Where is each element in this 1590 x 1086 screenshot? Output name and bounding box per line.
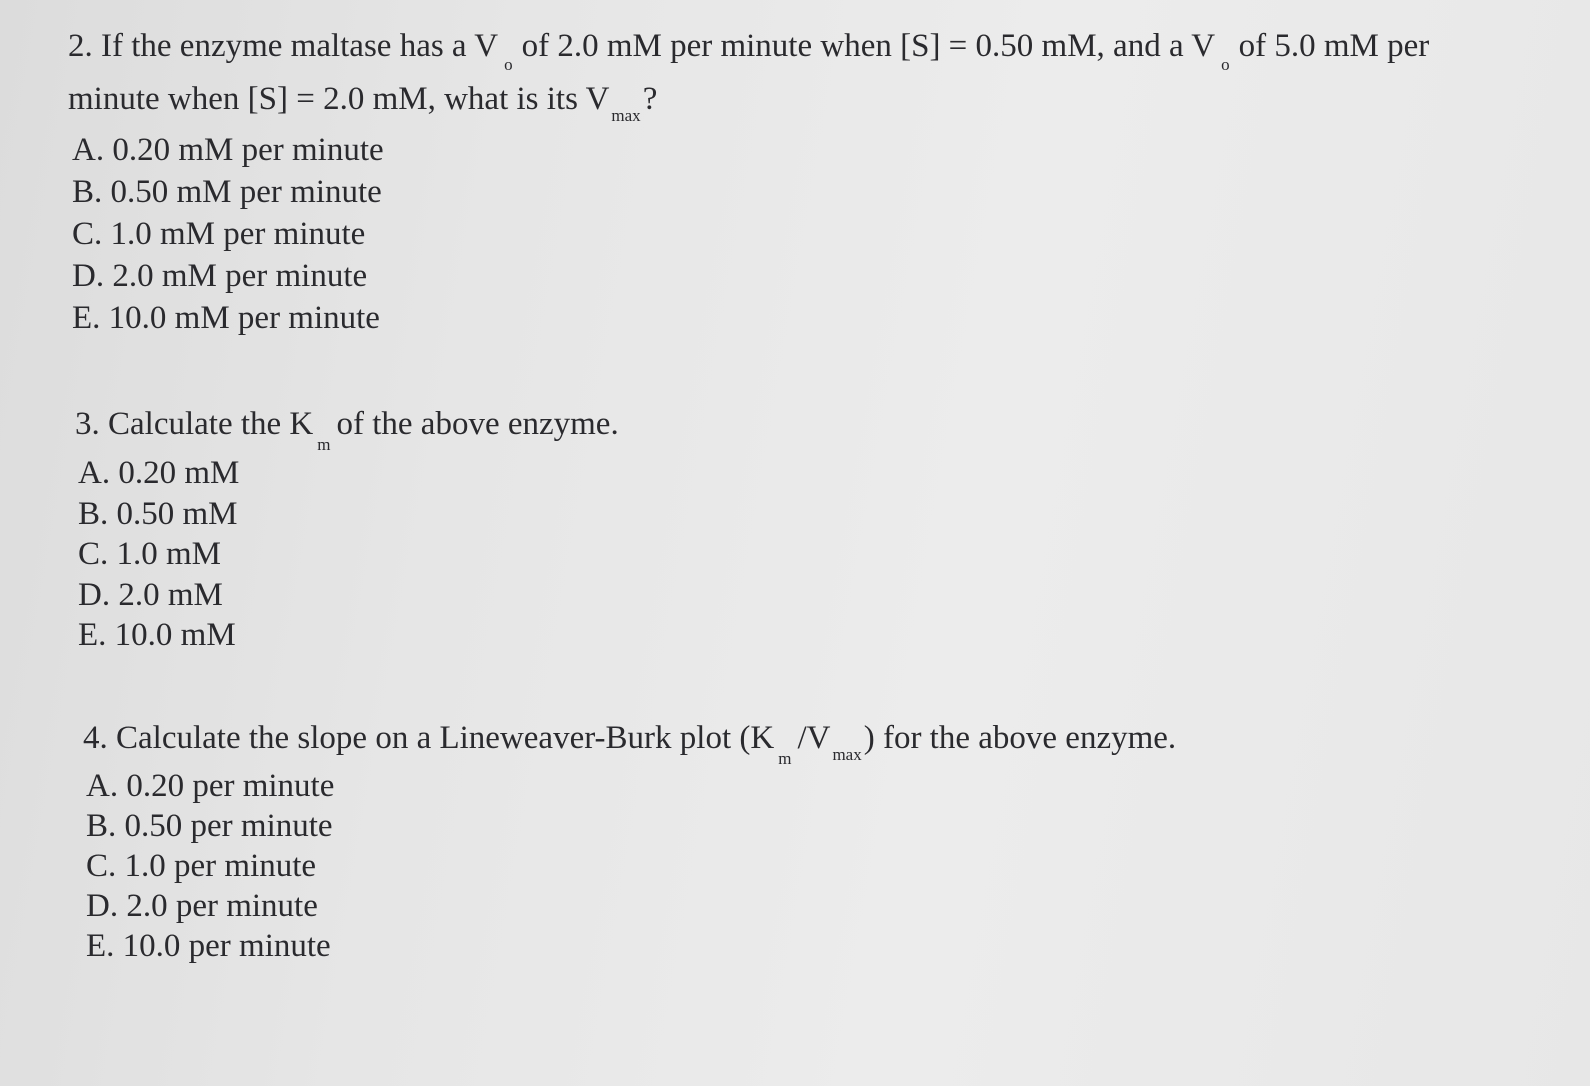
- question-2-options: [72, 129, 1429, 339]
- subscript-max: max: [611, 106, 641, 125]
- question-3: [75, 398, 619, 656]
- question-2-stem-line-1: [68, 20, 1429, 73]
- option-e: E. 10.0 mM per minute: [72, 300, 380, 336]
- question-2-text-d: minute when [S] = 2.0 mM, what is its V: [68, 81, 610, 117]
- question-4-text-a: 4. Calculate the slope on a Lineweaver-Burk plot (K: [83, 720, 775, 756]
- subscript-m: m: [778, 749, 792, 768]
- option-c: C. 1.0 mM per minute: [72, 216, 366, 252]
- question-4-text-c: ) for the above enzyme.: [863, 720, 1177, 756]
- subscript-o: o: [504, 55, 513, 74]
- question-3-text-b: of the above enzyme.: [336, 406, 619, 442]
- question-4-options: [86, 766, 1176, 966]
- subscript-o: o: [1221, 55, 1230, 74]
- question-3-options: [78, 453, 619, 656]
- option-b: B. 0.50 per minute: [86, 808, 333, 844]
- question-3-text-a: 3. Calculate the K: [75, 406, 314, 442]
- option-d: D. 2.0 mM per minute: [72, 258, 368, 294]
- subscript-m: m: [317, 435, 331, 454]
- option-c: C. 1.0 per minute: [86, 848, 317, 884]
- question-2-stem-line-2: [68, 73, 1429, 126]
- question-2-text-b: of 2.0 mM per minute when [S] = 0.50 mM, and a V: [521, 28, 1216, 64]
- option-d: D. 2.0 mM: [78, 576, 223, 613]
- option-e: E. 10.0 mM: [78, 617, 236, 653]
- option-a: A. 0.20 per minute: [86, 768, 335, 804]
- question-3-stem: [75, 398, 619, 454]
- question-4-stem: [83, 712, 1177, 768]
- question-2-text-c: of 5.0 mM per: [1238, 28, 1430, 64]
- option-c: C. 1.0 mM: [78, 536, 222, 572]
- question-2-text-e: ?: [642, 81, 658, 117]
- option-a: A. 0.20 mM per minute: [72, 132, 384, 168]
- option-b: B. 0.50 mM per minute: [72, 174, 382, 210]
- option-b: B. 0.50 mM: [78, 495, 238, 532]
- question-4-text-b: /V: [797, 720, 831, 756]
- option-d: D. 2.0 per minute: [86, 888, 318, 924]
- subscript-max: max: [832, 745, 862, 764]
- question-4: [83, 712, 1176, 966]
- option-e: E. 10.0 per minute: [86, 928, 331, 964]
- option-a: A. 0.20 mM: [78, 455, 240, 491]
- question-2-text-a: 2. If the enzyme maltase has a V: [68, 28, 499, 64]
- question-2: [68, 20, 1429, 339]
